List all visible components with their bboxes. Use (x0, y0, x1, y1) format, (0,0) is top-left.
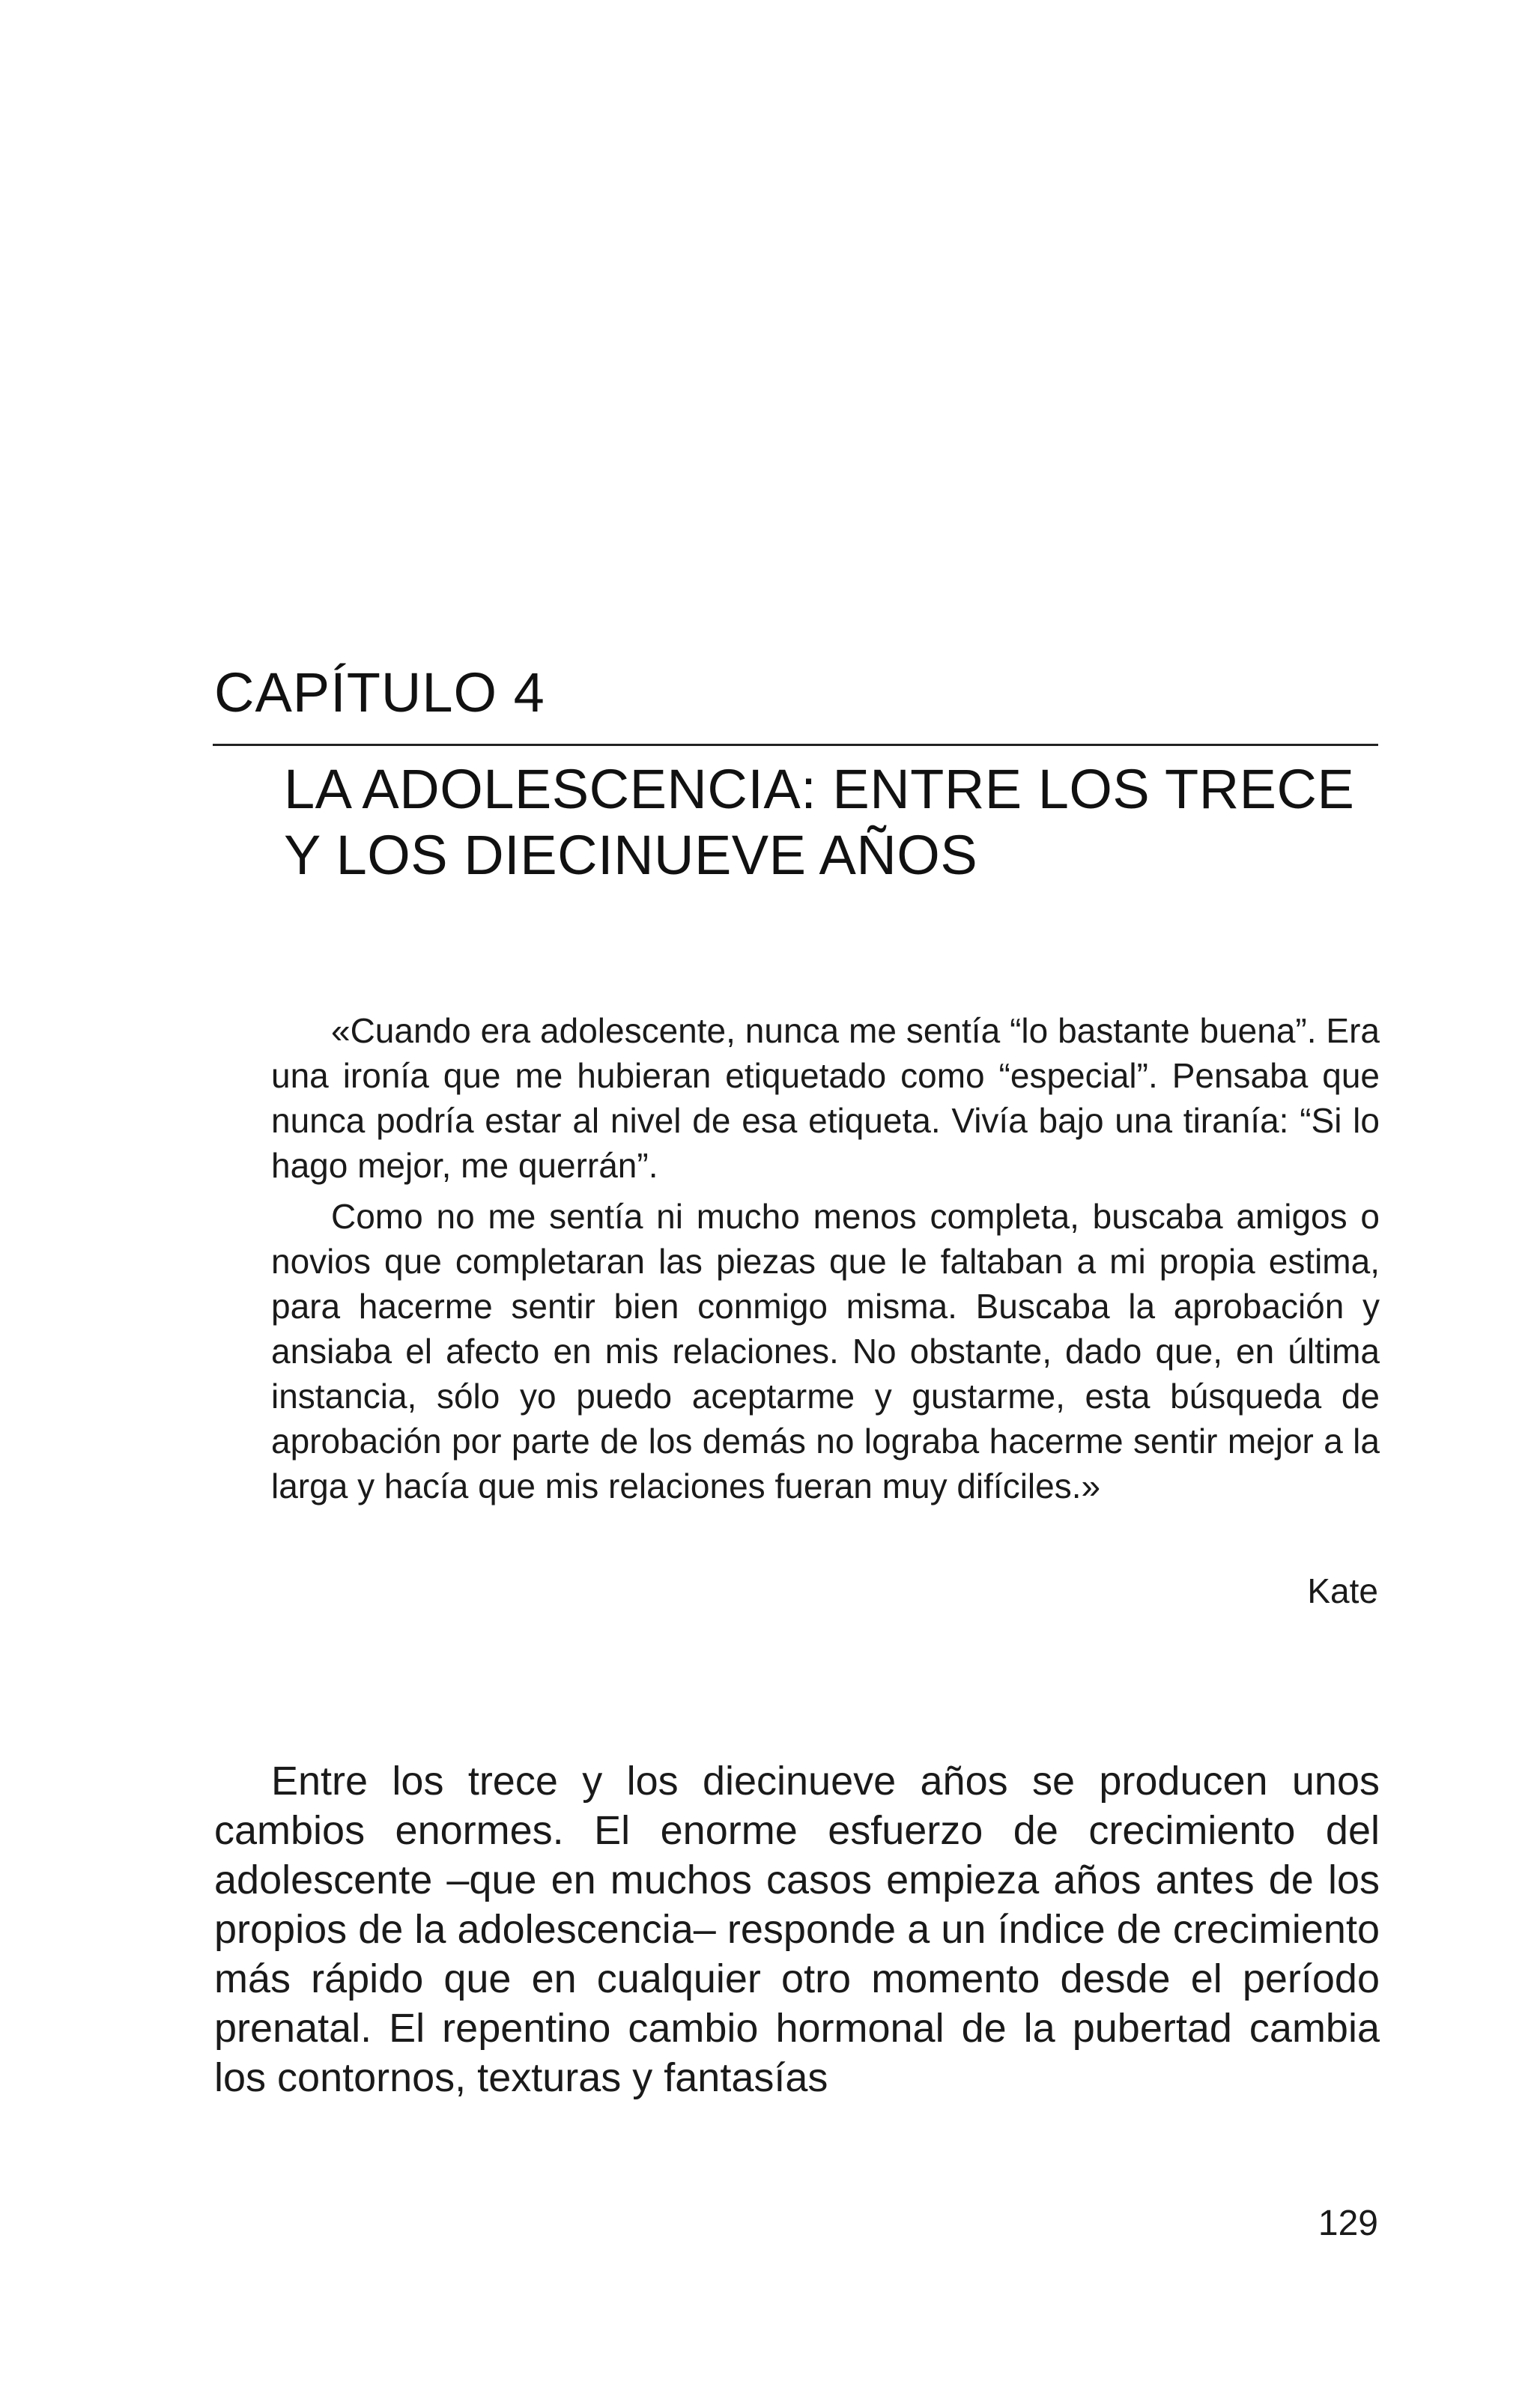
chapter-title-line-2: Y LOS DIECINUEVE AÑOS (284, 824, 978, 886)
chapter-label: CAPÍTULO 4 (214, 661, 545, 724)
epigraph-paragraph-2: Como no me sentía ni mucho menos completa, buscaba amigos o novios que completaran las piezas que le faltaban a mi propia estima, para hacerme sentir bien conmigo misma. Buscaba la aprobación y ansiaba el afecto en mis relaciones. No obstante, dado que, en última instancia, sólo yo puedo aceptarme y gustarme, esta búsqueda de aprobación por parte de los demás no lograba hacerme sentir mejor a la larga y hacía que mis relaciones fueran muy difíciles.» (271, 1197, 1380, 1505)
epigraph-quote (271, 1008, 1380, 1514)
body-paragraph: Entre los trece y los diecinueve años se producen unos cambios enormes. El enorme esfuerzo de crecimiento del adolescente –que en muchos casos empieza años antes de los propios de la adolescencia– responde a un índice de crecimiento más rápido que en cualquier otro momento desde el período prenatal. El repentino cambio hormonal de la pubertad cambia los contornos, texturas y fantasías (214, 1759, 1380, 2100)
chapter-title-line-1: LA ADOLESCENCIA: ENTRE LOS TRECE (284, 758, 1355, 820)
page-number: 129 (1318, 2204, 1378, 2243)
epigraph-attribution: Kate (1307, 1571, 1378, 1610)
chapter-divider (213, 744, 1378, 746)
chapter-title (284, 756, 1354, 888)
epigraph-paragraph-1: «Cuando era adolescente, nunca me sentía “lo bastante buena”. Era una ironía que me hubieran etiquetado como “especial”. Pensaba que nunca podría estar al nivel de esa etiqueta. Vivía bajo una tiranía: “Si lo hago mejor, me querrán”. (271, 1011, 1380, 1185)
